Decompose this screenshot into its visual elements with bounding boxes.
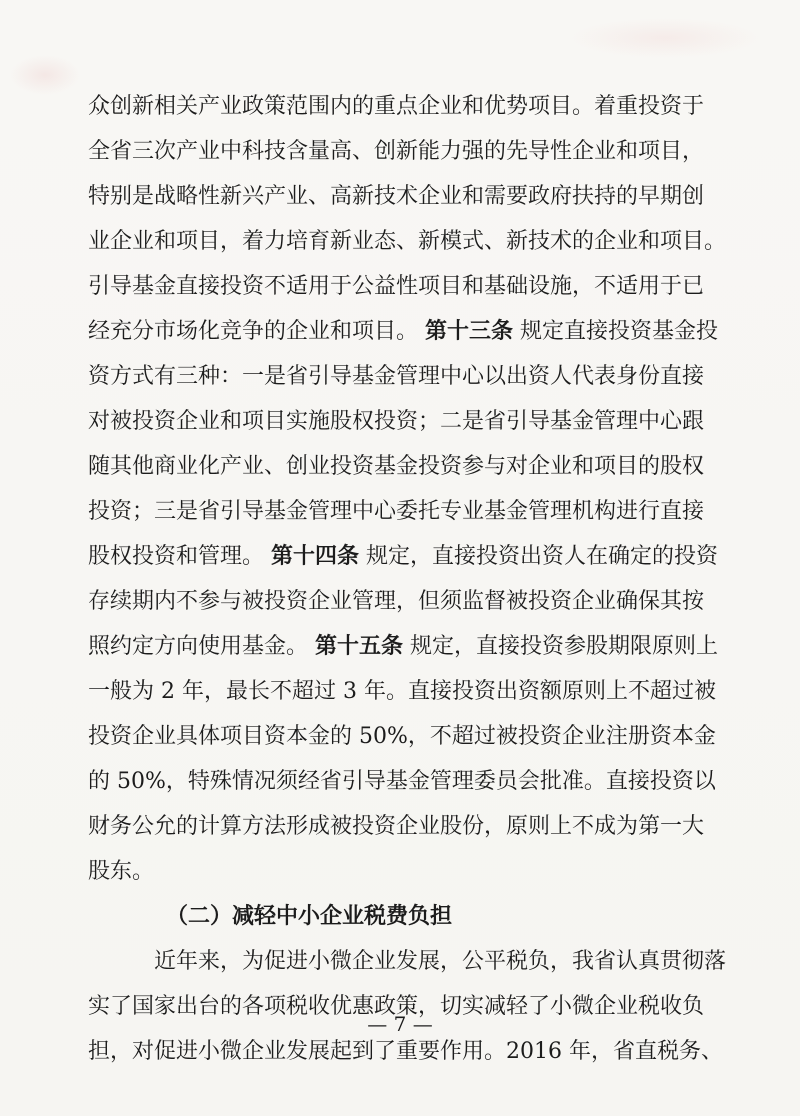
text-segment: 规定直接投资基金投 [519,319,718,344]
article-ref: 第十四条 [270,543,359,569]
article-ref: 第十五条 [314,633,403,659]
text-segment: 规定，直接投资参股期限原则上 [409,634,718,659]
text-segment: 经充分市场化竞争的企业和项目。 [88,319,419,344]
text-line: 投资企业具体项目资本金的 50%，不超过被投资企业注册资本金 [88,724,716,749]
scan-smudge [570,18,760,58]
text-line: 对被投资企业和项目实施股权投资；二是省引导基金管理中心跟 [88,409,705,434]
text-line: 引导基金直接投资不适用于公益性项目和基础设施，不适用于已 [88,274,705,299]
text-segment: 规定，直接投资出资人在确定的投资 [365,544,718,569]
text-line: 资方式有三种：一是省引导基金管理中心以出资人代表身份直接 [88,364,705,389]
text-line: 一般为 2 年，最长不超过 3 年。直接投资出资额原则上不超过被 [88,679,716,704]
text-line: 担，对促进小微企业发展起到了重要作用。2016 年，省直税务、 [88,1039,723,1064]
text-segment: 照约定方向使用基金。 [88,634,309,659]
text-line: 特别是战略性新兴产业、高新技术企业和需要政府扶持的早期创 [88,184,705,209]
scan-smudge [10,55,80,95]
text-line: 的 50%，特殊情况须经省引导基金管理委员会批准。直接投资以 [88,769,716,794]
article-ref: 第十三条 [424,318,513,344]
text-line: 股东。 [88,859,155,884]
text-line: 全省三次产业中科技含量高、创新能力强的先导性企业和项目， [88,139,705,164]
text-line: 存续期内不参与被投资企业管理，但须监督被投资企业确保其按 [88,589,705,614]
page-number: — 7 — [367,1012,433,1036]
text-line [88,624,718,669]
paragraph-first-line: 近年来，为促进小微企业发展，公平税负，我省认真贯彻落 [154,949,727,974]
text-line: 业企业和项目，着力培育新业态、新模式、新技术的企业和项目。 [88,229,727,254]
text-line: 实了国家出台的各项税收优惠政策，切实减轻了小微企业税收负 [88,994,705,1019]
section-heading: （二）减轻中小企业税费负担 [166,903,453,929]
text-line: 投资；三是省引导基金管理中心委托专业基金管理机构进行直接 [88,499,705,524]
text-line: 财务公允的计算方法形成被投资企业股份，原则上不成为第一大 [88,814,705,839]
text-segment: 股权投资和管理。 [88,544,265,569]
body-text [88,84,727,1074]
text-line: 随其他商业化产业、创业投资基金投资参与对企业和项目的股权 [88,454,705,479]
text-line: 众创新相关产业政策范围内的重点企业和优势项目。着重投资于 [88,94,705,119]
text-line [88,534,718,579]
text-line [88,309,718,354]
